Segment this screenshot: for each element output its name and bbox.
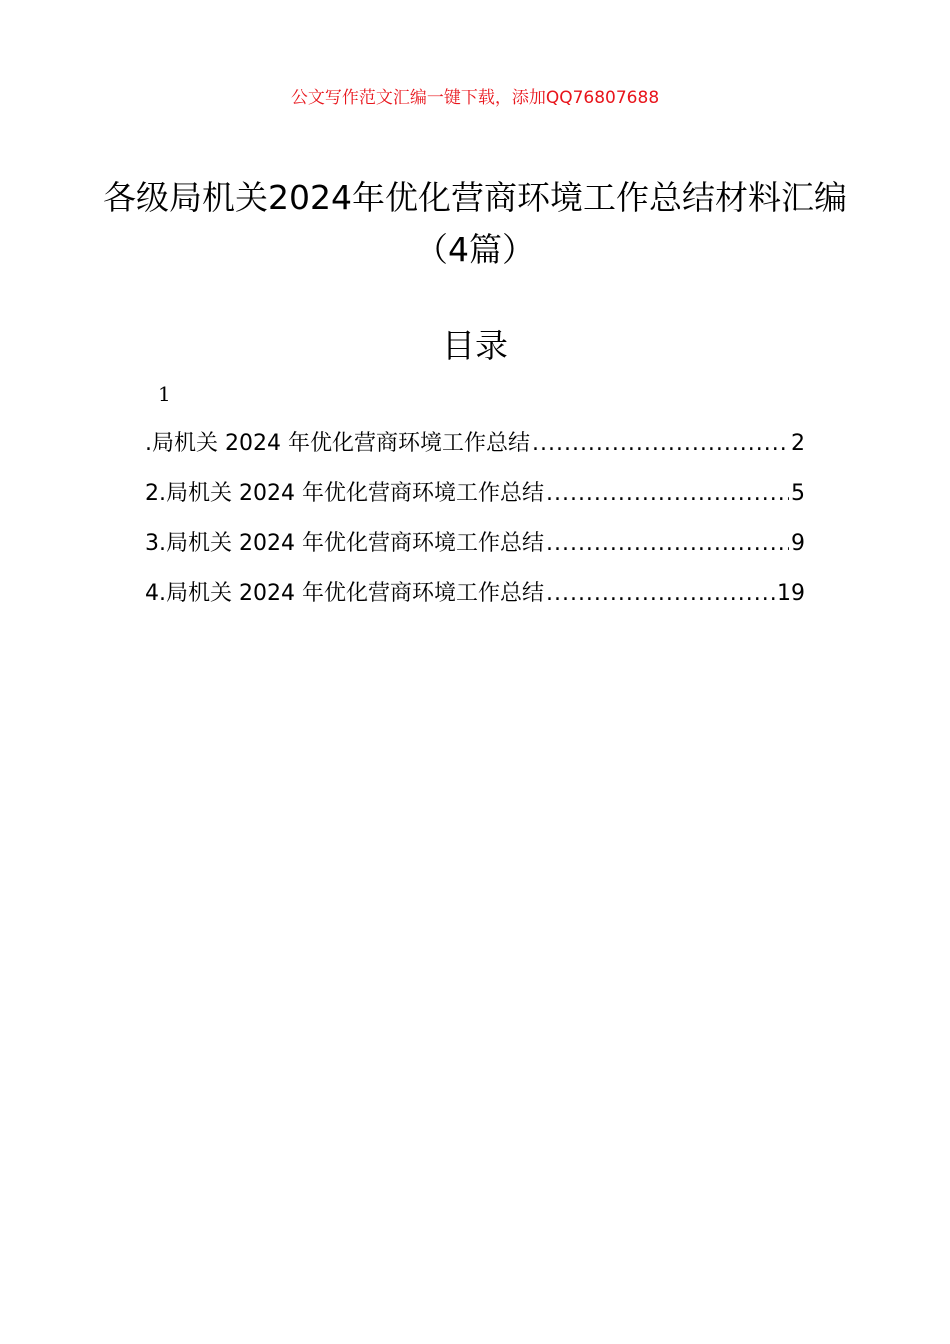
document-title: 各级局机关2024年优化营商环境工作总结材料汇编（4篇） (103, 178, 847, 269)
toc-dot-leader (546, 524, 789, 564)
toc-heading: 目录 (442, 326, 508, 365)
toc-entry-3[interactable] (145, 524, 805, 574)
toc-stray-number: 1 (158, 382, 171, 406)
toc-entry-label: 3.局机关 2024 年优化营商环境工作总结 (145, 531, 544, 556)
toc-entry-4[interactable] (145, 574, 805, 624)
table-of-contents (145, 424, 805, 624)
toc-entry-page: 19 (777, 581, 805, 606)
toc-dot-leader (532, 424, 789, 464)
toc-dot-leader (546, 574, 775, 614)
promo-banner: 公文写作范文汇编一键下载，添加QQ76807688 (290, 88, 660, 108)
toc-entry-label: 2.局机关 2024 年优化营商环境工作总结 (145, 481, 544, 506)
toc-entry-label: 4.局机关 2024 年优化营商环境工作总结 (145, 581, 544, 606)
toc-dot-leader (546, 474, 789, 514)
toc-entry-page: 9 (791, 531, 805, 556)
toc-entry-page: 5 (791, 481, 805, 506)
toc-entry-page: 2 (791, 431, 805, 456)
toc-entry-2[interactable] (145, 474, 805, 524)
toc-entry-1[interactable] (145, 424, 805, 474)
toc-entry-label: .局机关 2024 年优化营商环境工作总结 (145, 431, 530, 456)
